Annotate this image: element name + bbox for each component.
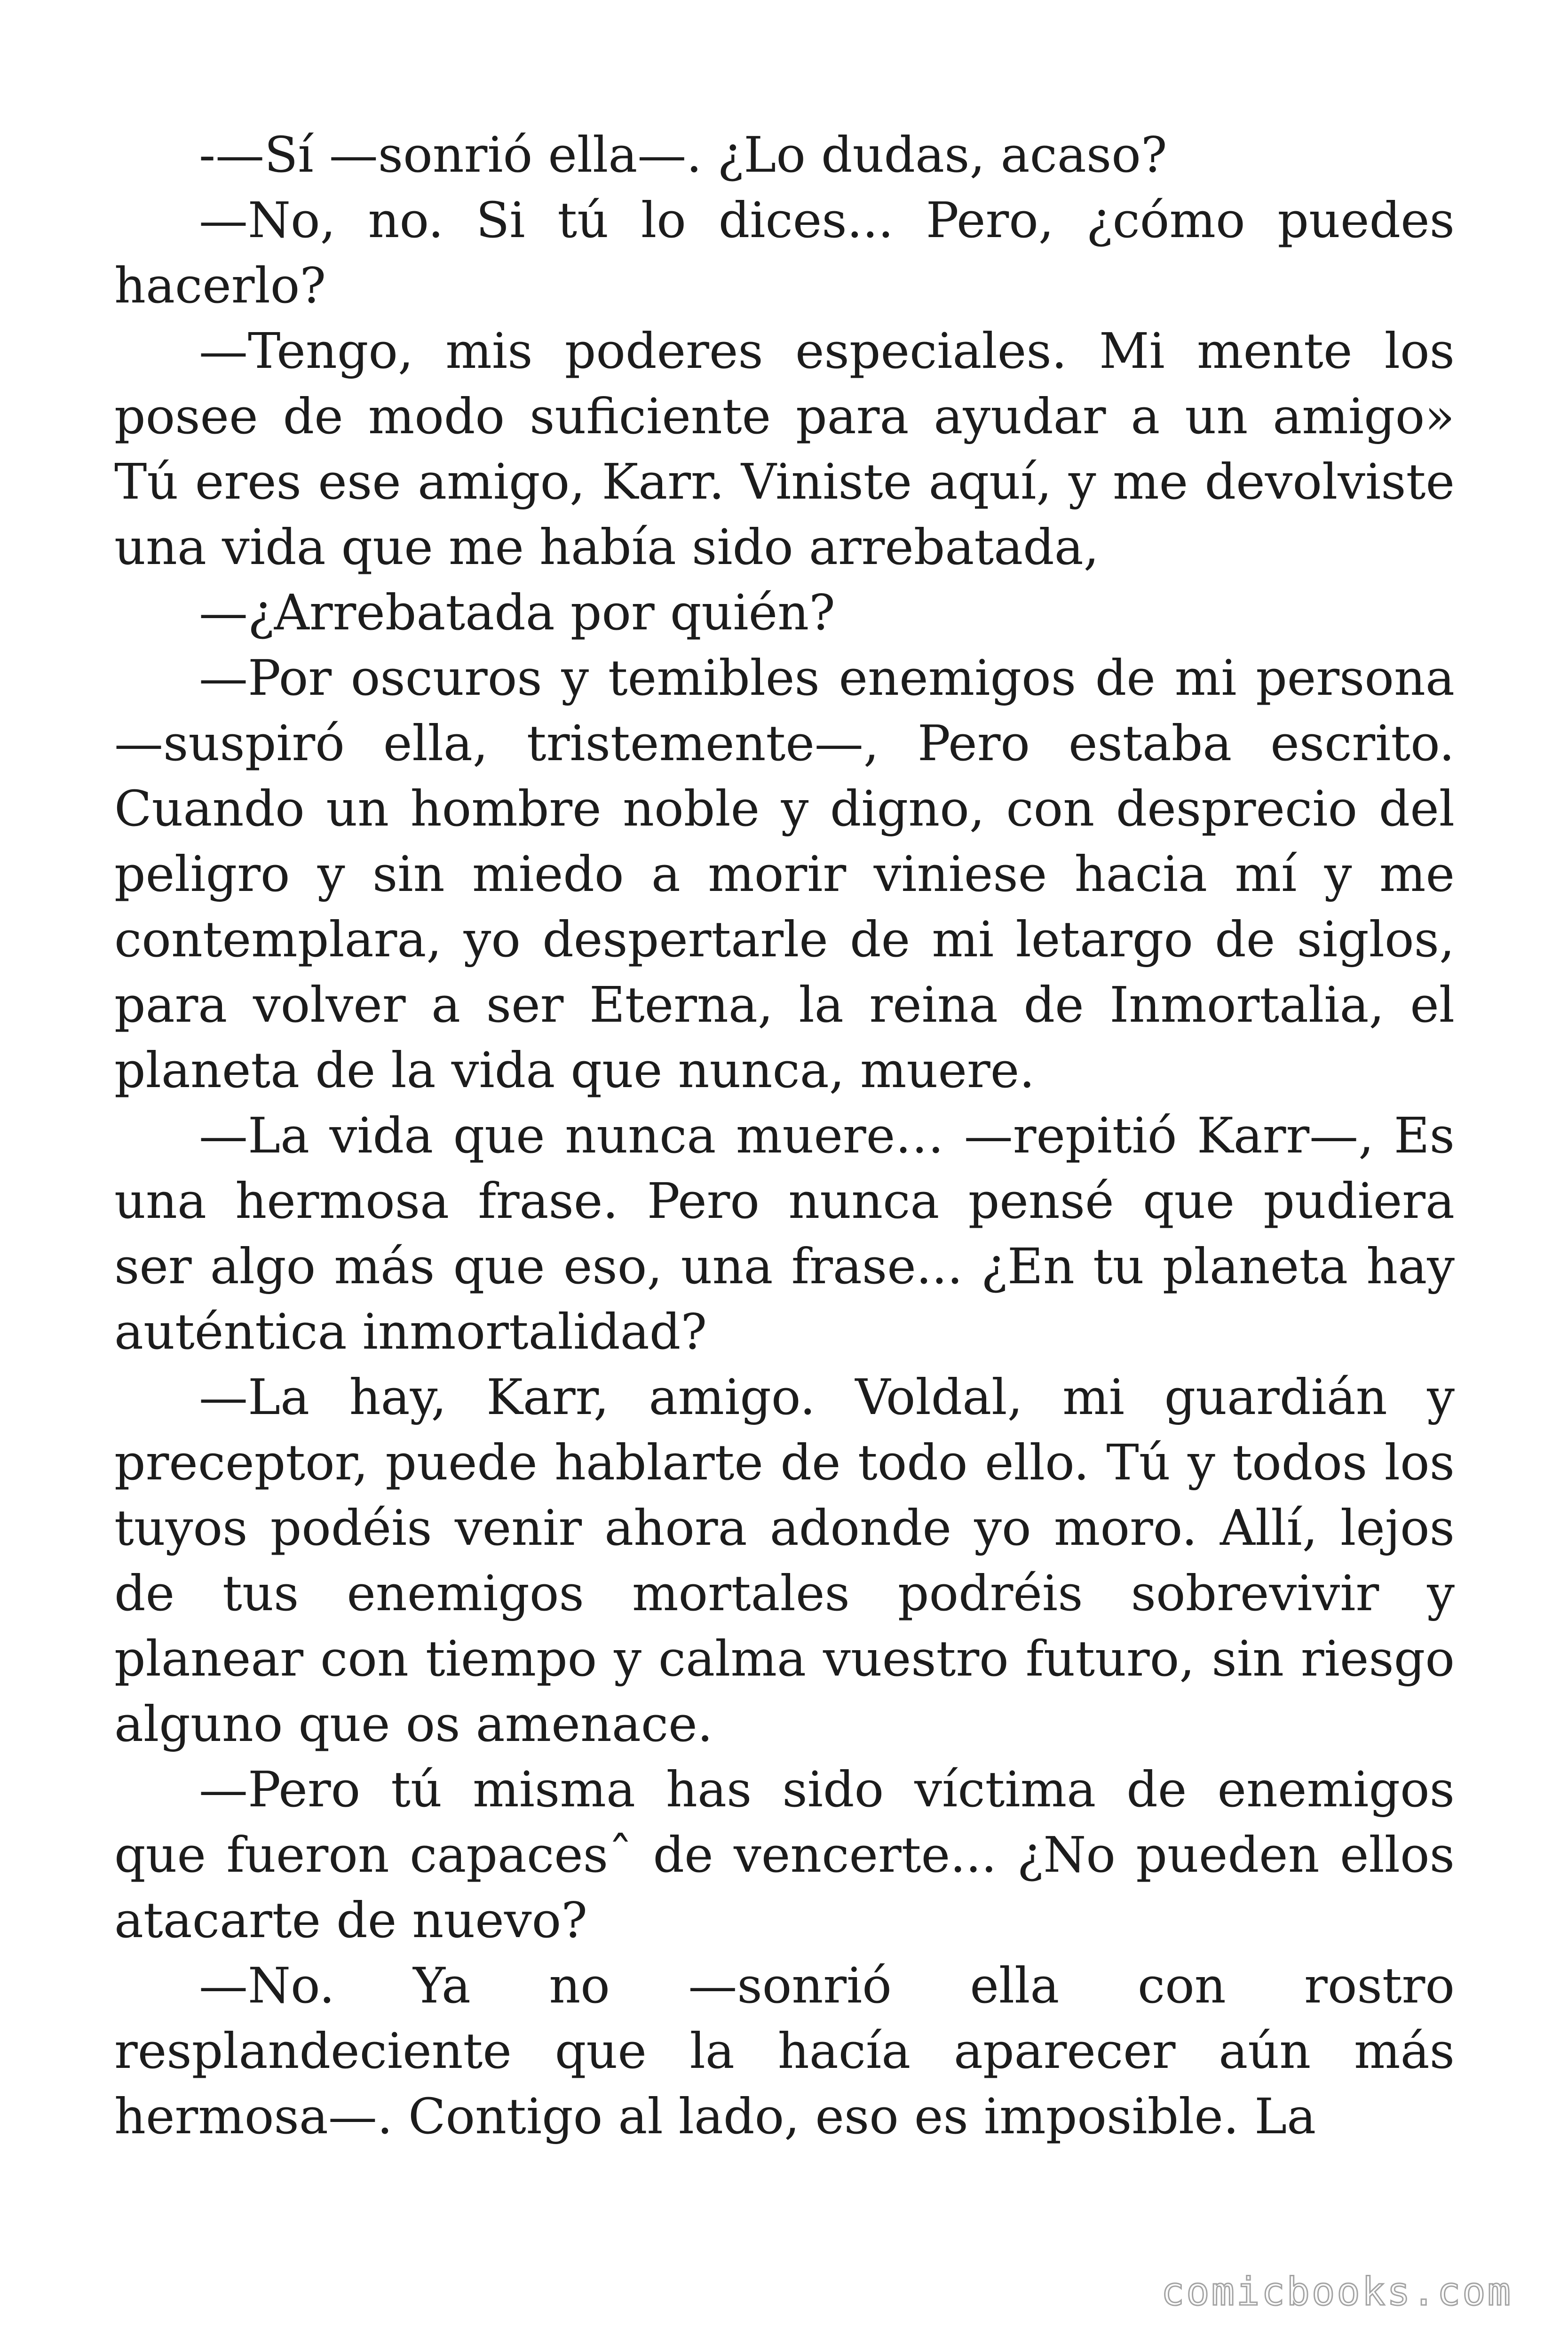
paragraph: —Tengo, mis poderes especiales. Mi mente los posee de modo suficiente para ayudar a un amigo» Tú eres ese amigo, Karr. Viniste aquí, y me devolviste una vida que me había sido arrebatada, bbox=[114, 322, 1455, 576]
body-text bbox=[114, 122, 1455, 2149]
paragraph: —No. Ya no —sonrió ella con rostro resplandeciente que la hacía aparecer aún más hermosa—. Contigo al lado, eso es imposible. La bbox=[114, 1957, 1455, 2145]
paragraph: —La vida que nunca muere… —repitió Karr—, Es una hermosa frase. Pero nunca pensé que pudiera ser algo más que eso, una frase... ¿En tu planeta hay auténtica inmortalidad? bbox=[114, 1107, 1455, 1360]
paragraph: —La hay, Karr, amigo. Voldal, mi guardián y preceptor, puede hablarte de todo ello. Tú y todos los tuyos podéis venir ahora adonde yo moro. Allí, lejos de tus enemigos mortales podréis sobrevivir y planear con tiempo y calma vuestro futuro, sin riesgo alguno que os amenace. bbox=[114, 1368, 1455, 1753]
paragraph: -—Sí —sonrió ella—. ¿Lo dudas, acaso? bbox=[199, 126, 1167, 183]
paragraph: —No, no. Si tú lo dices... Pero, ¿cómo puedes hacerlo? bbox=[114, 191, 1455, 314]
watermark: comicbooks.com bbox=[1161, 2270, 1513, 2314]
paragraph: —Pero tú misma has sido víctima de enemigos que fueron capacesˆ de vencerte... ¿No pueden ellos atacarte de nuevo? bbox=[114, 1761, 1455, 1949]
paragraph: —Por oscuros y temibles enemigos de mi persona —suspiró ella, tristemente—, Pero estaba escrito. Cuando un hombre noble y digno, con desprecio del peligro y sin miedo a morir viniese hacia mí y me contemplara, yo despertarle de mi letargo de siglos, para volver a ser Eterna, la reina de Inmortalia, el planeta de la vida que nunca, muere. bbox=[114, 649, 1455, 1099]
paragraph: —¿Arrebatada por quién? bbox=[199, 584, 835, 641]
